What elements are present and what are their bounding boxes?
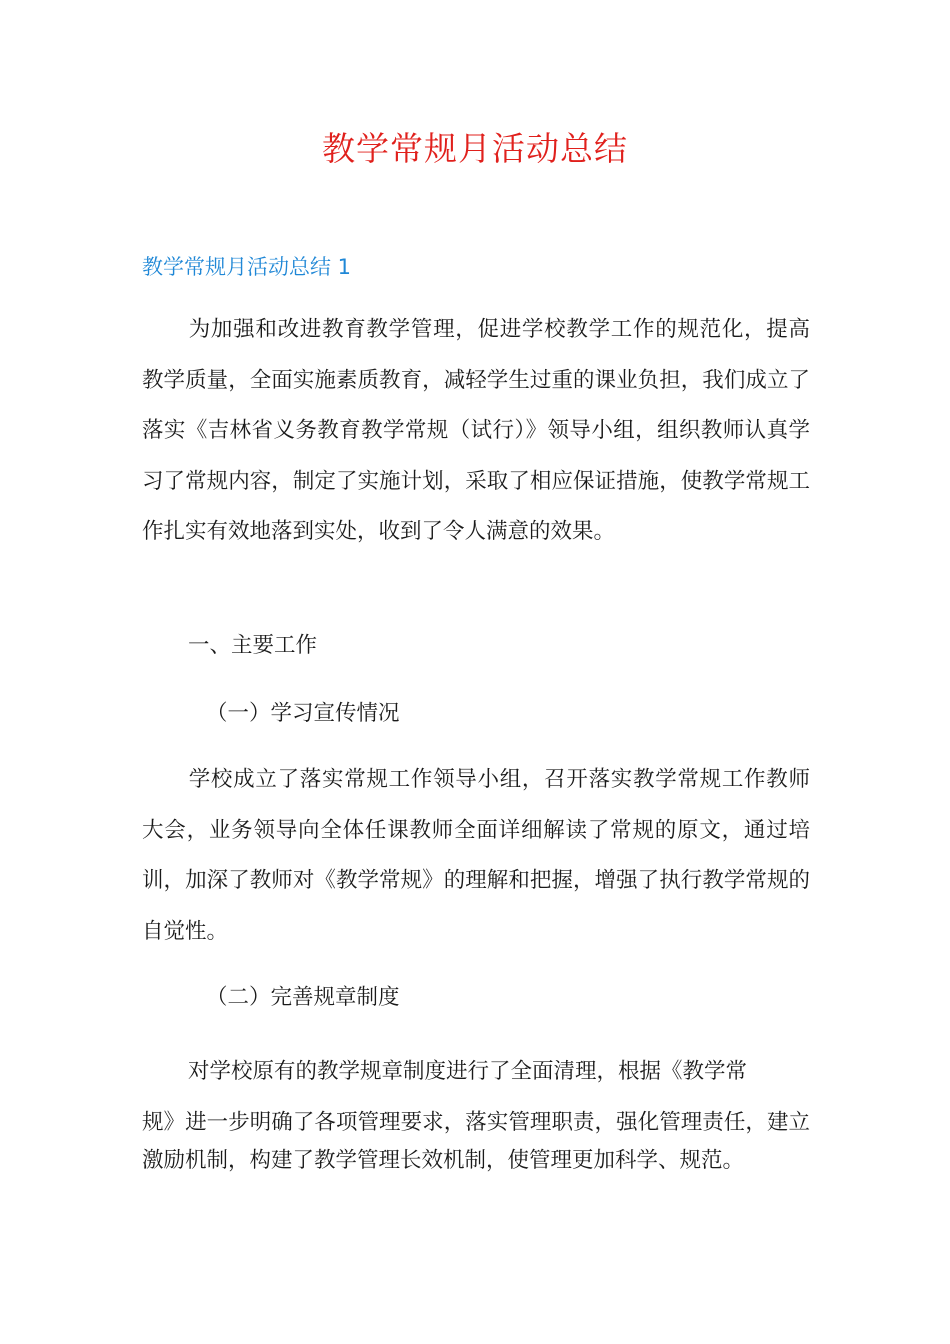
subsection-2-paragraph-first-line (142, 1047, 810, 1098)
subsection-1-paragraph (142, 755, 810, 957)
intro-paragraph-text: 为加强和改进教育教学管理，促进学校教学工作的规范化，提高教学质量，全面实施素质教育，减轻学生过重的课业负担，我们成立了落实《吉林省义务教育教学常规（试行）》领导小组，组织教师认真学习了常规内容，制定了实施计划，采取了相应保证措施，使教学常规工作扎实有效地落到实处，收到了令人满意的效果。 (142, 317, 810, 544)
subsection-1-text: 学校成立了落实常规工作领导小组，召开落实教学常规工作教师大会，业务领导向全体任课教师全面详细解读了常规的原文，通过培训，加深了教师对《教学常规》的理解和把握，增强了执行教学常规的自觉性。 (142, 767, 810, 944)
intro-paragraph (142, 305, 810, 558)
subsection-2-paragraph-rest: 规》进一步明确了各项管理要求，落实管理职责，强化管理责任，建立激励机制，构建了教学管理长效机制，使管理更加科学、规范。 (142, 1110, 810, 1173)
section-heading: 教学常规月活动总结 1 (142, 255, 352, 279)
subsection-1-heading: （一）学习宣传情况 (206, 701, 400, 726)
subsection-2-heading: （二）完善规章制度 (206, 985, 400, 1010)
document-title: 教学常规月活动总结 (322, 129, 628, 168)
subsection-2-text-part1: 对学校原有的教学规章制度进行了全面清理，根据《教学常 (188, 1059, 748, 1084)
main-work-heading: 一、主要工作 (188, 633, 318, 658)
